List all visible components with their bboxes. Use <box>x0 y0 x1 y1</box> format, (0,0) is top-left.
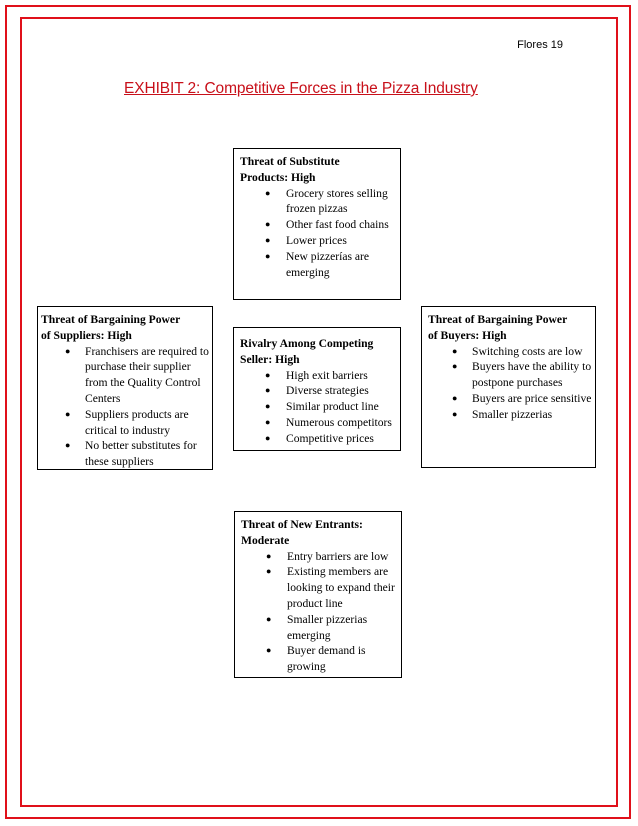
substitutes-title-line1: Threat of Substitute <box>240 155 340 168</box>
bullet-icon: ● <box>265 219 271 230</box>
suppliers-title-line2: of Suppliers: High <box>41 328 132 342</box>
rivalry-box <box>233 327 401 451</box>
substitutes-box <box>233 148 401 300</box>
bullet-icon: ● <box>266 566 272 577</box>
rivalry-title <box>240 336 394 368</box>
rivalry-item: ● Competitive prices <box>265 431 374 445</box>
rivalry-title-line1: Rivalry Among Competing <box>240 337 374 350</box>
substitutes-title <box>240 154 394 186</box>
bullet-icon: ● <box>452 408 458 419</box>
buyers-item: ● Smaller pizzerias <box>452 407 553 421</box>
substitutes-item: ● Lower prices <box>265 233 347 247</box>
suppliers-item: ● Franchisers are required to purchase their supplier from the Quality Control Centers <box>65 344 209 405</box>
suppliers-box <box>37 306 213 470</box>
buyers-title-line1: Threat of Bargaining Power <box>428 313 568 326</box>
bullet-icon: ● <box>65 440 71 451</box>
suppliers-list <box>41 344 210 470</box>
suppliers-title-line1: Threat of Bargaining Power <box>41 313 181 326</box>
entrants-item: ● Entry barriers are low <box>266 549 389 563</box>
page-header-name: Flores 19 <box>517 39 563 51</box>
bullet-icon: ● <box>265 401 271 412</box>
rivalry-title-line2: Seller: High <box>240 352 300 366</box>
suppliers-item: ● Suppliers products are critical to industry <box>65 407 189 437</box>
bullet-icon: ● <box>265 369 271 380</box>
entrants-box <box>234 511 402 678</box>
suppliers-title <box>41 312 210 344</box>
bullet-icon: ● <box>65 345 71 356</box>
bullet-icon: ● <box>452 392 458 403</box>
entrants-title <box>241 517 395 549</box>
bullet-icon: ● <box>265 234 271 245</box>
rivalry-item: ● Similar product line <box>265 400 379 414</box>
substitutes-item: ● Grocery stores selling frozen pizzas <box>265 186 388 216</box>
entrants-title-line2: Moderate <box>241 533 290 547</box>
substitutes-item: ● New pizzerías are emerging <box>265 249 370 279</box>
entrants-title-line1: Threat of New Entrants: <box>241 518 363 531</box>
buyers-item: ● Switching costs are low <box>452 344 583 358</box>
bullet-icon: ● <box>452 345 458 356</box>
rivalry-item: ● Diverse strategies <box>265 384 369 398</box>
entrants-list <box>241 549 395 675</box>
rivalry-item: ● High exit barriers <box>265 368 368 382</box>
buyers-box <box>421 306 596 468</box>
bullet-icon: ● <box>266 550 272 561</box>
bullet-icon: ● <box>265 432 271 443</box>
bullet-icon: ● <box>65 408 71 419</box>
substitutes-title-line2: Products: High <box>240 170 316 184</box>
exhibit-title: EXHIBIT 2: Competitive Forces in the Pizza Industry <box>124 80 478 97</box>
buyers-title-line2: of Buyers: High <box>428 328 507 342</box>
buyers-item: ● Buyers have the ability to postpone purchases <box>452 360 592 390</box>
entrants-item: ● Smaller pizzerias emerging <box>266 612 368 642</box>
bullet-icon: ● <box>265 250 271 261</box>
bullet-icon: ● <box>266 645 272 656</box>
bullet-icon: ● <box>266 613 272 624</box>
rivalry-list <box>240 368 394 447</box>
buyers-item: ● Buyers are price sensitive <box>452 391 592 405</box>
bullet-icon: ● <box>452 361 458 372</box>
entrants-item: ● Existing members are looking to expand their product line <box>266 565 395 610</box>
substitutes-item: ● Other fast food chains <box>265 218 389 232</box>
bullet-icon: ● <box>265 416 271 427</box>
suppliers-item: ● No better substitutes for these suppliers <box>65 439 197 469</box>
buyers-title <box>428 312 593 344</box>
substitutes-list <box>240 186 394 281</box>
bullet-icon: ● <box>265 385 271 396</box>
buyers-list <box>428 344 593 423</box>
bullet-icon: ● <box>265 187 271 198</box>
rivalry-item: ● Numerous competitors <box>265 415 392 429</box>
entrants-item: ● Buyer demand is growing <box>266 644 366 674</box>
